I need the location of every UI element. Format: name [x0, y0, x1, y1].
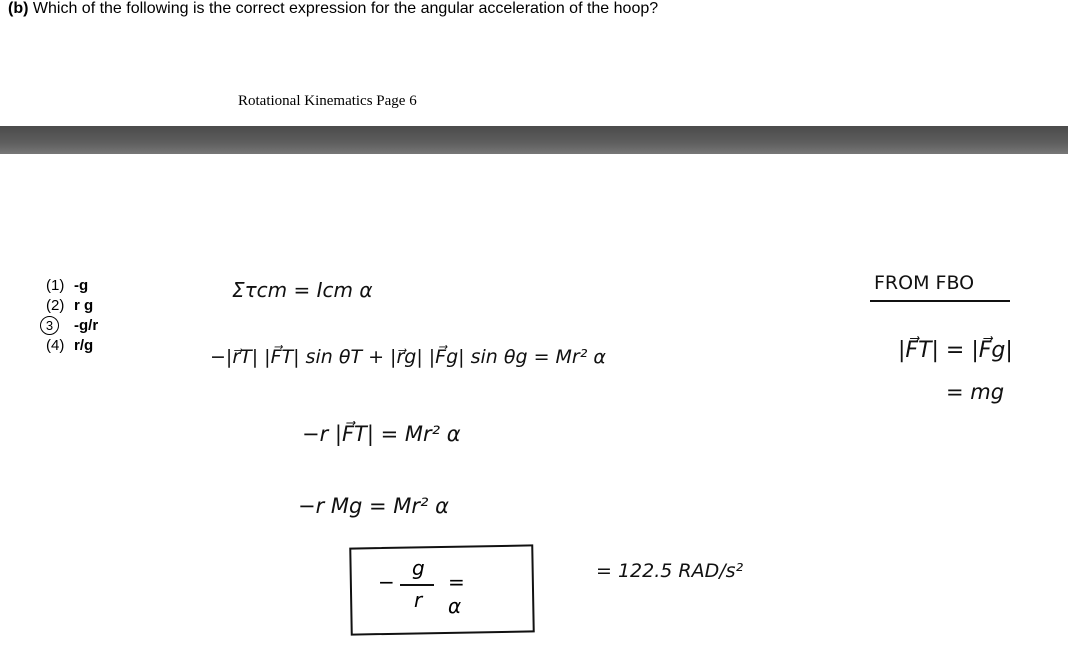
fbd-underline — [870, 300, 1010, 302]
boxed-rhs: = α — [448, 570, 465, 618]
boxed-denominator: r — [414, 588, 423, 612]
page-divider — [0, 126, 1068, 154]
choice-value: r g — [74, 297, 94, 314]
fbd-line-1: |F⃗T| = |F⃗g| — [898, 338, 1013, 363]
boxed-minus: − — [378, 570, 395, 594]
question-part: (b) — [8, 0, 29, 17]
question-prompt — [8, 0, 658, 18]
boxed-numerator: g — [412, 556, 425, 580]
fbd-line-2: = mg — [946, 380, 1005, 404]
choice-number: (4) — [46, 337, 65, 354]
choice-value: -g/r — [74, 317, 99, 334]
choice-1 — [46, 276, 98, 296]
choice-value: -g — [74, 277, 89, 294]
fraction-bar — [400, 584, 434, 586]
work-line-1: Στcm = Icm α — [232, 278, 373, 302]
page-label: Rotational Kinematics Page 6 — [238, 93, 417, 109]
choice-value: r/g — [74, 337, 94, 354]
answer-choices — [46, 276, 98, 356]
choice-2 — [46, 296, 98, 316]
selected-circle: 3 — [40, 316, 59, 335]
work-line-2: −|r⃗T| |F⃗T| sin θT + |r⃗g| |F⃗g| sin θg = Mr² α — [210, 346, 606, 368]
choice-number: (2) — [46, 297, 65, 314]
choice-4 — [46, 336, 98, 356]
choice-3-selected — [46, 316, 98, 336]
fbd-heading: FROM FBO — [874, 272, 975, 294]
question-text: Which of the following is the correct expression for the angular acceleration of the hoop? — [32, 0, 659, 17]
work-line-4: −r Mg = Mr² α — [298, 494, 449, 518]
numeric-result: = 122.5 RAD/s² — [596, 560, 744, 582]
work-line-3: −r |F⃗T| = Mr² α — [302, 422, 461, 446]
choice-number: (1) — [46, 277, 65, 294]
